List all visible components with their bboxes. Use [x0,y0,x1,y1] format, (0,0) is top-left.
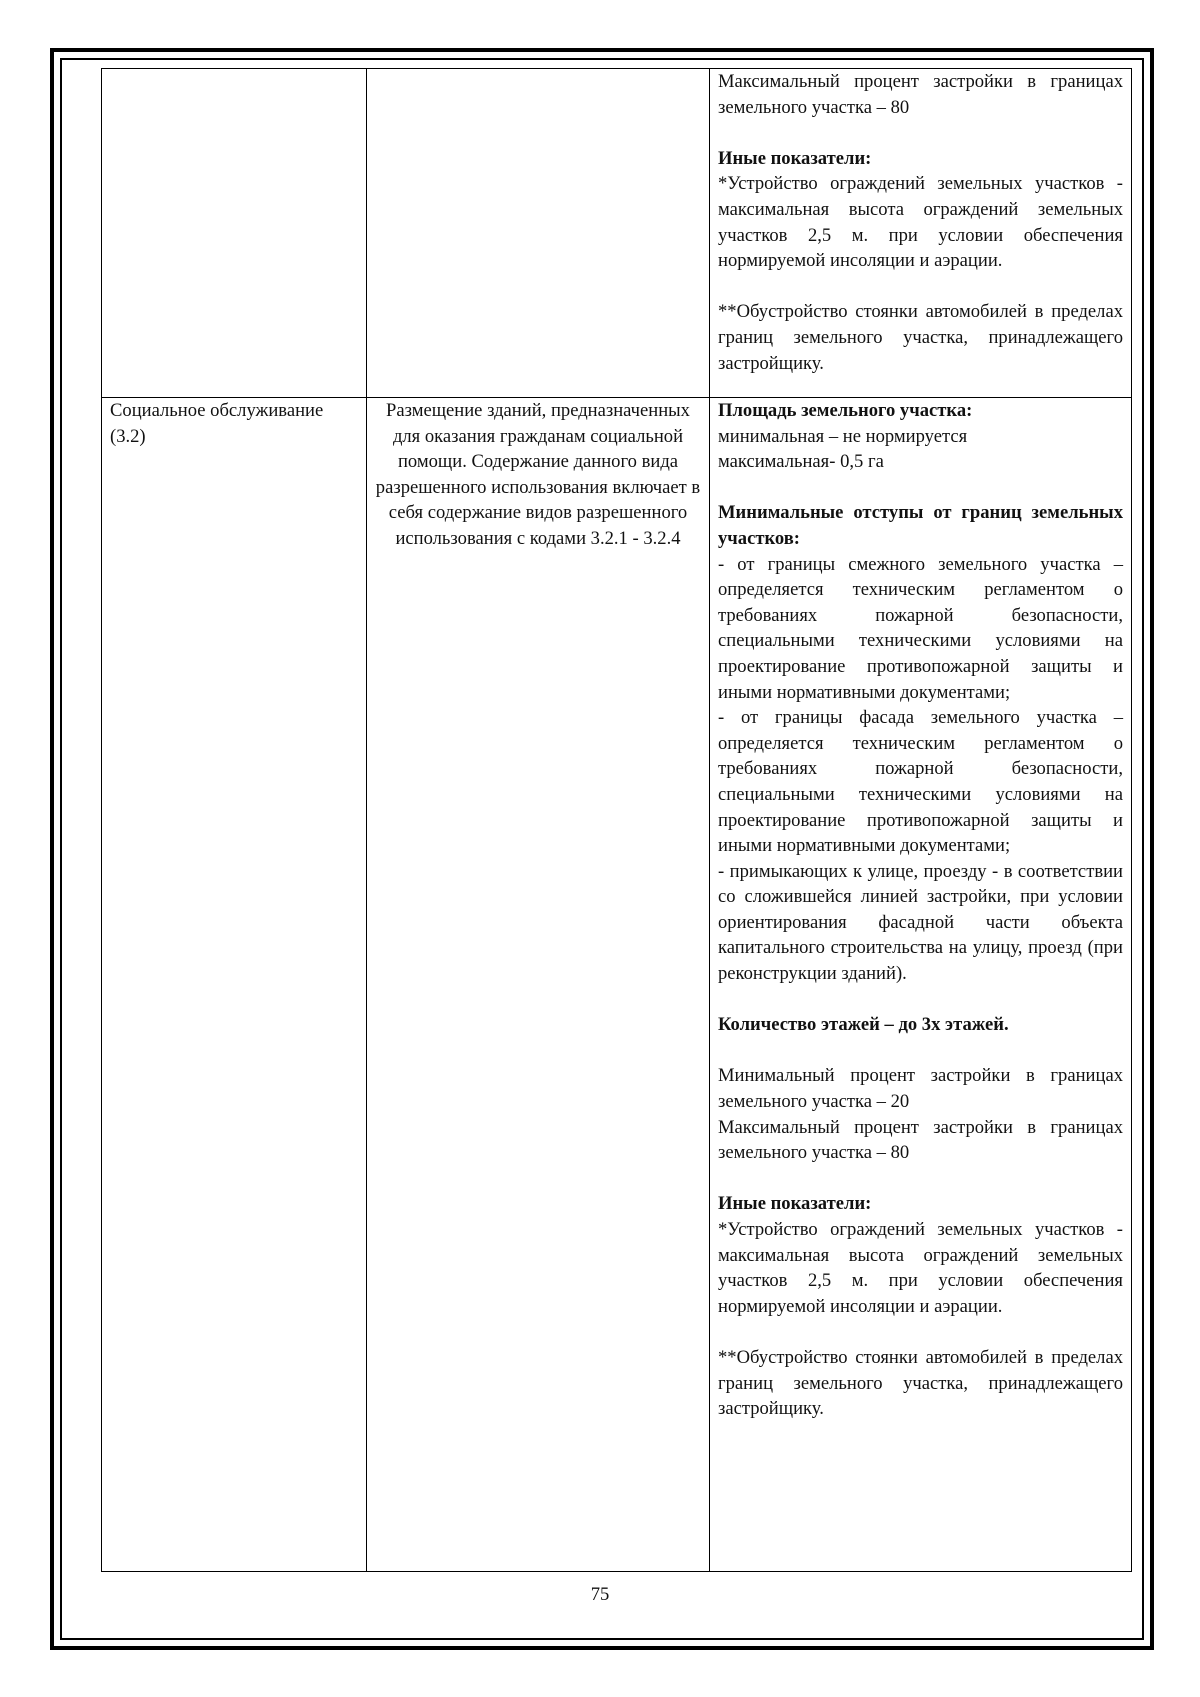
table-row [102,69,1132,398]
fence-rule: *Устройство ограждений земельных участков - максимальная высота ограждений земельных участков 2,5 м. при условии обеспечения нормируемой инсоляции и аэрации. [718,1219,1123,1317]
plot-area-min: минимальная – не нормируется [718,425,968,447]
floors-count: Количество этажей – до 3х этажей. [718,1014,1009,1036]
setback-adjacent: - от границы смежного земельного участка – определяется техническим регламентом о требованиях пожарной безопасности, специальными техническими условиями на проектирование противопожарной защиты и иными нормативными документами; [718,553,1123,703]
setback-street: - примыкающих к улице, проезду - в соответствии со сложившейся линией застройки, при условии ориентирования фасадной части объекта капитального строительства на улицу, проезд (при реконструкции зданий). [718,860,1123,985]
row2-description-cell: Размещение зданий, предназначенных для оказания гражданам социальной помощи. Содержание данного вида разрешенного использования включает в себя содержание видов разрешенного использования с кодами 3.2.1 - 3.2.4 [367,398,710,1572]
setback-facade: - от границы фасада земельного участка – определяется техническим регламентом о требованиях пожарной безопасности, специальными техническими условиями на проектирование противопожарной защиты и иными нормативными документами; [718,707,1123,857]
other-indicators-heading: Иные показатели: [718,1193,872,1215]
page-number: 75 [590,1584,610,1605]
plot-area-max: максимальная- 0,5 га [718,451,884,473]
fence-rule: *Устройство ограждений земельных участков - максимальная высота ограждений земельных участков 2,5 м. при условии обеспечения нормируемой инсоляции и аэрации. [718,173,1123,272]
row2-use-type-cell: Социальное обслуживание (3.2) [102,398,367,1572]
max-build-percent: Максимальный процент застройки в границах земельного участка – 80 [718,71,1123,118]
parking-rule: **Обустройство стоянки автомобилей в пределах границ земельного участка, принадлежащего застройщику. [718,301,1123,374]
row1-use-type-cell [102,69,367,398]
setbacks-heading: Минимальные отступы от границ земельных участков: [718,502,1123,549]
table-row [102,398,1132,1572]
parking-rule: **Обустройство стоянки автомобилей в пределах границ земельного участка, принадлежащего застройщику. [718,1346,1123,1420]
row2-parameters-cell [710,398,1132,1572]
other-indicators-heading: Иные показатели: [718,147,872,169]
plot-area-heading: Площадь земельного участка: [718,400,973,421]
max-build-percent: Максимальный процент застройки в границах земельного участка – 80 [718,1116,1123,1164]
regulations-table [101,68,1132,1572]
min-build-percent: Минимальный процент застройки в границах земельного участка – 20 [718,1065,1123,1113]
row1-parameters-cell [710,69,1132,398]
row1-description-cell [367,69,710,398]
